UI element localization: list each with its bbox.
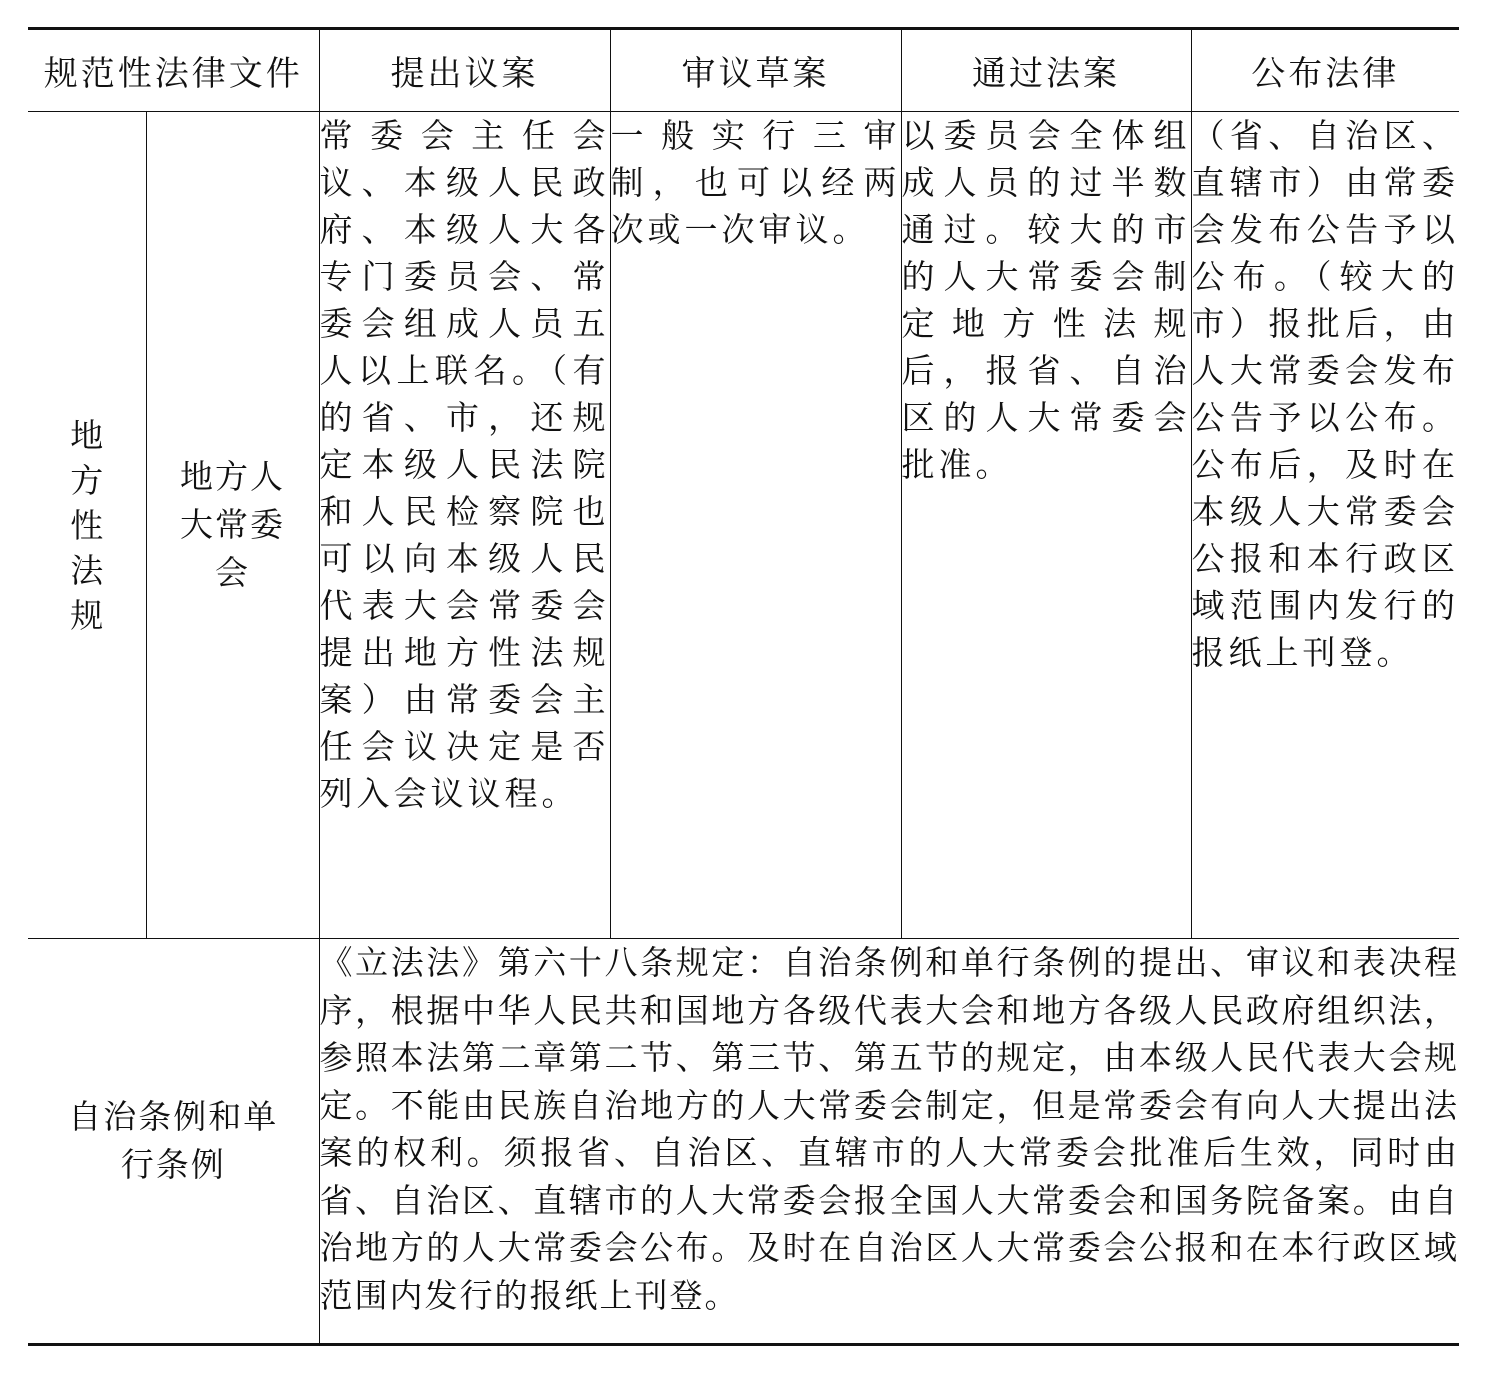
review-cell: 一般实行三审制，也可以经两次或一次审议。: [610, 112, 901, 939]
category-cell-local-regulations: [28, 112, 146, 939]
category-label-autonomous-regulations: 自治条例和单行条例: [68, 1097, 279, 1184]
body-cell: [146, 112, 319, 939]
table-row-local-regulations: [28, 112, 1459, 939]
table-header-row: [28, 29, 1459, 112]
body-label: 地方人大常委会: [180, 457, 285, 592]
table-row-autonomous-regulations: [28, 939, 1459, 1345]
category-cell-autonomous-regulations: [28, 939, 319, 1345]
publish-cell: （省、自治区、直辖市）由常委会发布公告予以公布。（较大的市）报批后，由人大常委会发布公告予以公布。公布后，及时在本级人大常委会公报和本行政区域范围内发行的报纸上刊登。: [1191, 112, 1459, 939]
header-publish: 公布法律: [1191, 29, 1459, 112]
header-review: 审议草案: [610, 29, 901, 112]
autonomous-regulations-content: 《立法法》第六十八条规定：自治条例和单行条例的提出、审议和表决程序，根据中华人民共和国地方各级代表大会和地方各级人民政府组织法，参照本法第二章第二节、第三节、第五节的规定，由本级人民代表大会规定。不能由民族自治地方的人大常委会制定，但是常委会有向人大提出法案的权利。须报省、自治区、直辖市的人大常委会批准后生效，同时由省、自治区、直辖市的人大常委会报全国人大常委会和国务院备案。由自治地方的人大常委会公布。及时在自治区人大常委会公报和在本行政区域范围内发行的报纸上刊登。: [319, 939, 1459, 1345]
category-label-local-regulations: 地方性法规: [70, 415, 104, 635]
header-propose: 提出议案: [319, 29, 610, 112]
propose-cell: 常委会主任会议、本级人民政府、本级人大各专门委员会、常委会组成人员五人以上联名。（有的省、市，还规定本级人民法院和人民检察院也可以向本级人民代表大会常委会提出地方性法规案）由常委会主任会议决定是否列入会议议程。: [319, 112, 610, 939]
legislative-procedure-table: [28, 27, 1459, 1346]
pass-cell: 以委员会全体组成人员的过半数通过。较大的市的人大常委会制定地方性法规后，报省、自治区的人大常委会批准。: [901, 112, 1191, 939]
header-pass: 通过法案: [901, 29, 1191, 112]
header-document-type: 规范性法律文件: [28, 29, 319, 112]
